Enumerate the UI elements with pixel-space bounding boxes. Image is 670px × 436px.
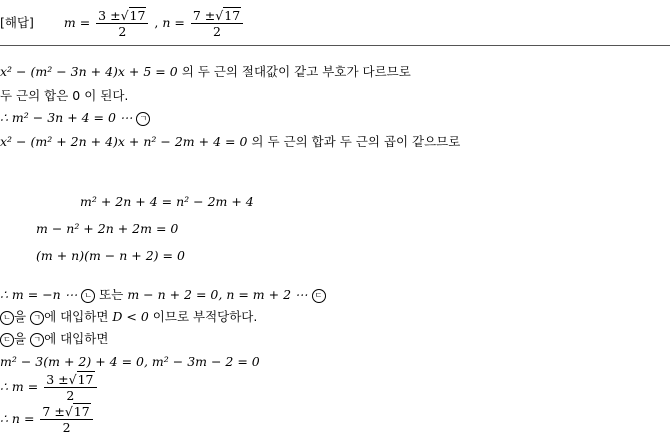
m-fraction: $\frac{3 \pm√17}{2}$ xyxy=(96,8,148,39)
n-solution-fraction: $\frac{7 \pm√17}{2}$ xyxy=(40,404,92,435)
line-3: ∴ m² − 3n + 4 = 0 ⋯ ㄱ xyxy=(0,110,150,126)
separator: , xyxy=(154,15,159,30)
line-1: x² − (m² − 3n + 4)x + 5 = 0 의 두 근의 절대값이 같고 부호가 다르므로 xyxy=(0,64,411,79)
line-9: ∴ m = $\frac{3 \pm√17}{2}$ xyxy=(0,372,99,403)
line-8: m² − 3(m + 2) + 4 = 0, m² − 3m − 2 = 0 xyxy=(0,354,260,369)
line-7: ㄷ 을 ㄱ 에 대입하면 xyxy=(0,331,108,347)
n-fraction: $\frac{7 \pm√17}{2}$ xyxy=(191,8,243,39)
answer-label: [해답] xyxy=(0,15,34,30)
circled-mark: ㄱ xyxy=(30,311,44,325)
line-6: ㄴ 을 ㄱ 에 대입하면 D < 0 이므로 부적당하다. xyxy=(0,309,257,325)
circled-mark: ㄱ xyxy=(30,333,44,347)
circled-mark: ㄴ xyxy=(81,289,95,303)
line-2: 두 근의 합은 0 이 된다. xyxy=(0,88,129,103)
circled-mark: ㄷ xyxy=(312,289,326,303)
divider xyxy=(0,45,670,46)
equation-2: m − n² + 2n + 2m = 0 xyxy=(36,221,179,236)
circled-mark: ㄷ xyxy=(0,333,14,347)
line-4: x² − (m² + 2n + 4)x + n² − 2m + 4 = 0 의 두 근의 합과 두 근의 곱이 같으므로 xyxy=(0,134,461,149)
line-5: ∴ m = −n ⋯ ㄴ 또는 m − n + 2 = 0, n = m + 2 ⋯ ㄷ xyxy=(0,287,326,303)
n-var: n xyxy=(162,15,171,30)
equation-1: m² + 2n + 4 = n² − 2m + 4 xyxy=(80,194,254,209)
circled-mark: ㄴ xyxy=(0,311,14,325)
equation-3: (m + n)(m − n + 2) = 0 xyxy=(36,248,185,263)
line-10: ∴ n = $\frac{7 \pm√17}{2}$ xyxy=(0,404,95,435)
circled-mark: ㄱ xyxy=(136,112,150,126)
m-solution-fraction: $\frac{3 \pm√17}{2}$ xyxy=(44,372,96,403)
m-var: m xyxy=(63,15,76,30)
answer-header: [해답] m = $\frac{3 \pm√17}{2}$ , n = $\frac{7 \pm√17}{2}$ xyxy=(0,8,245,39)
